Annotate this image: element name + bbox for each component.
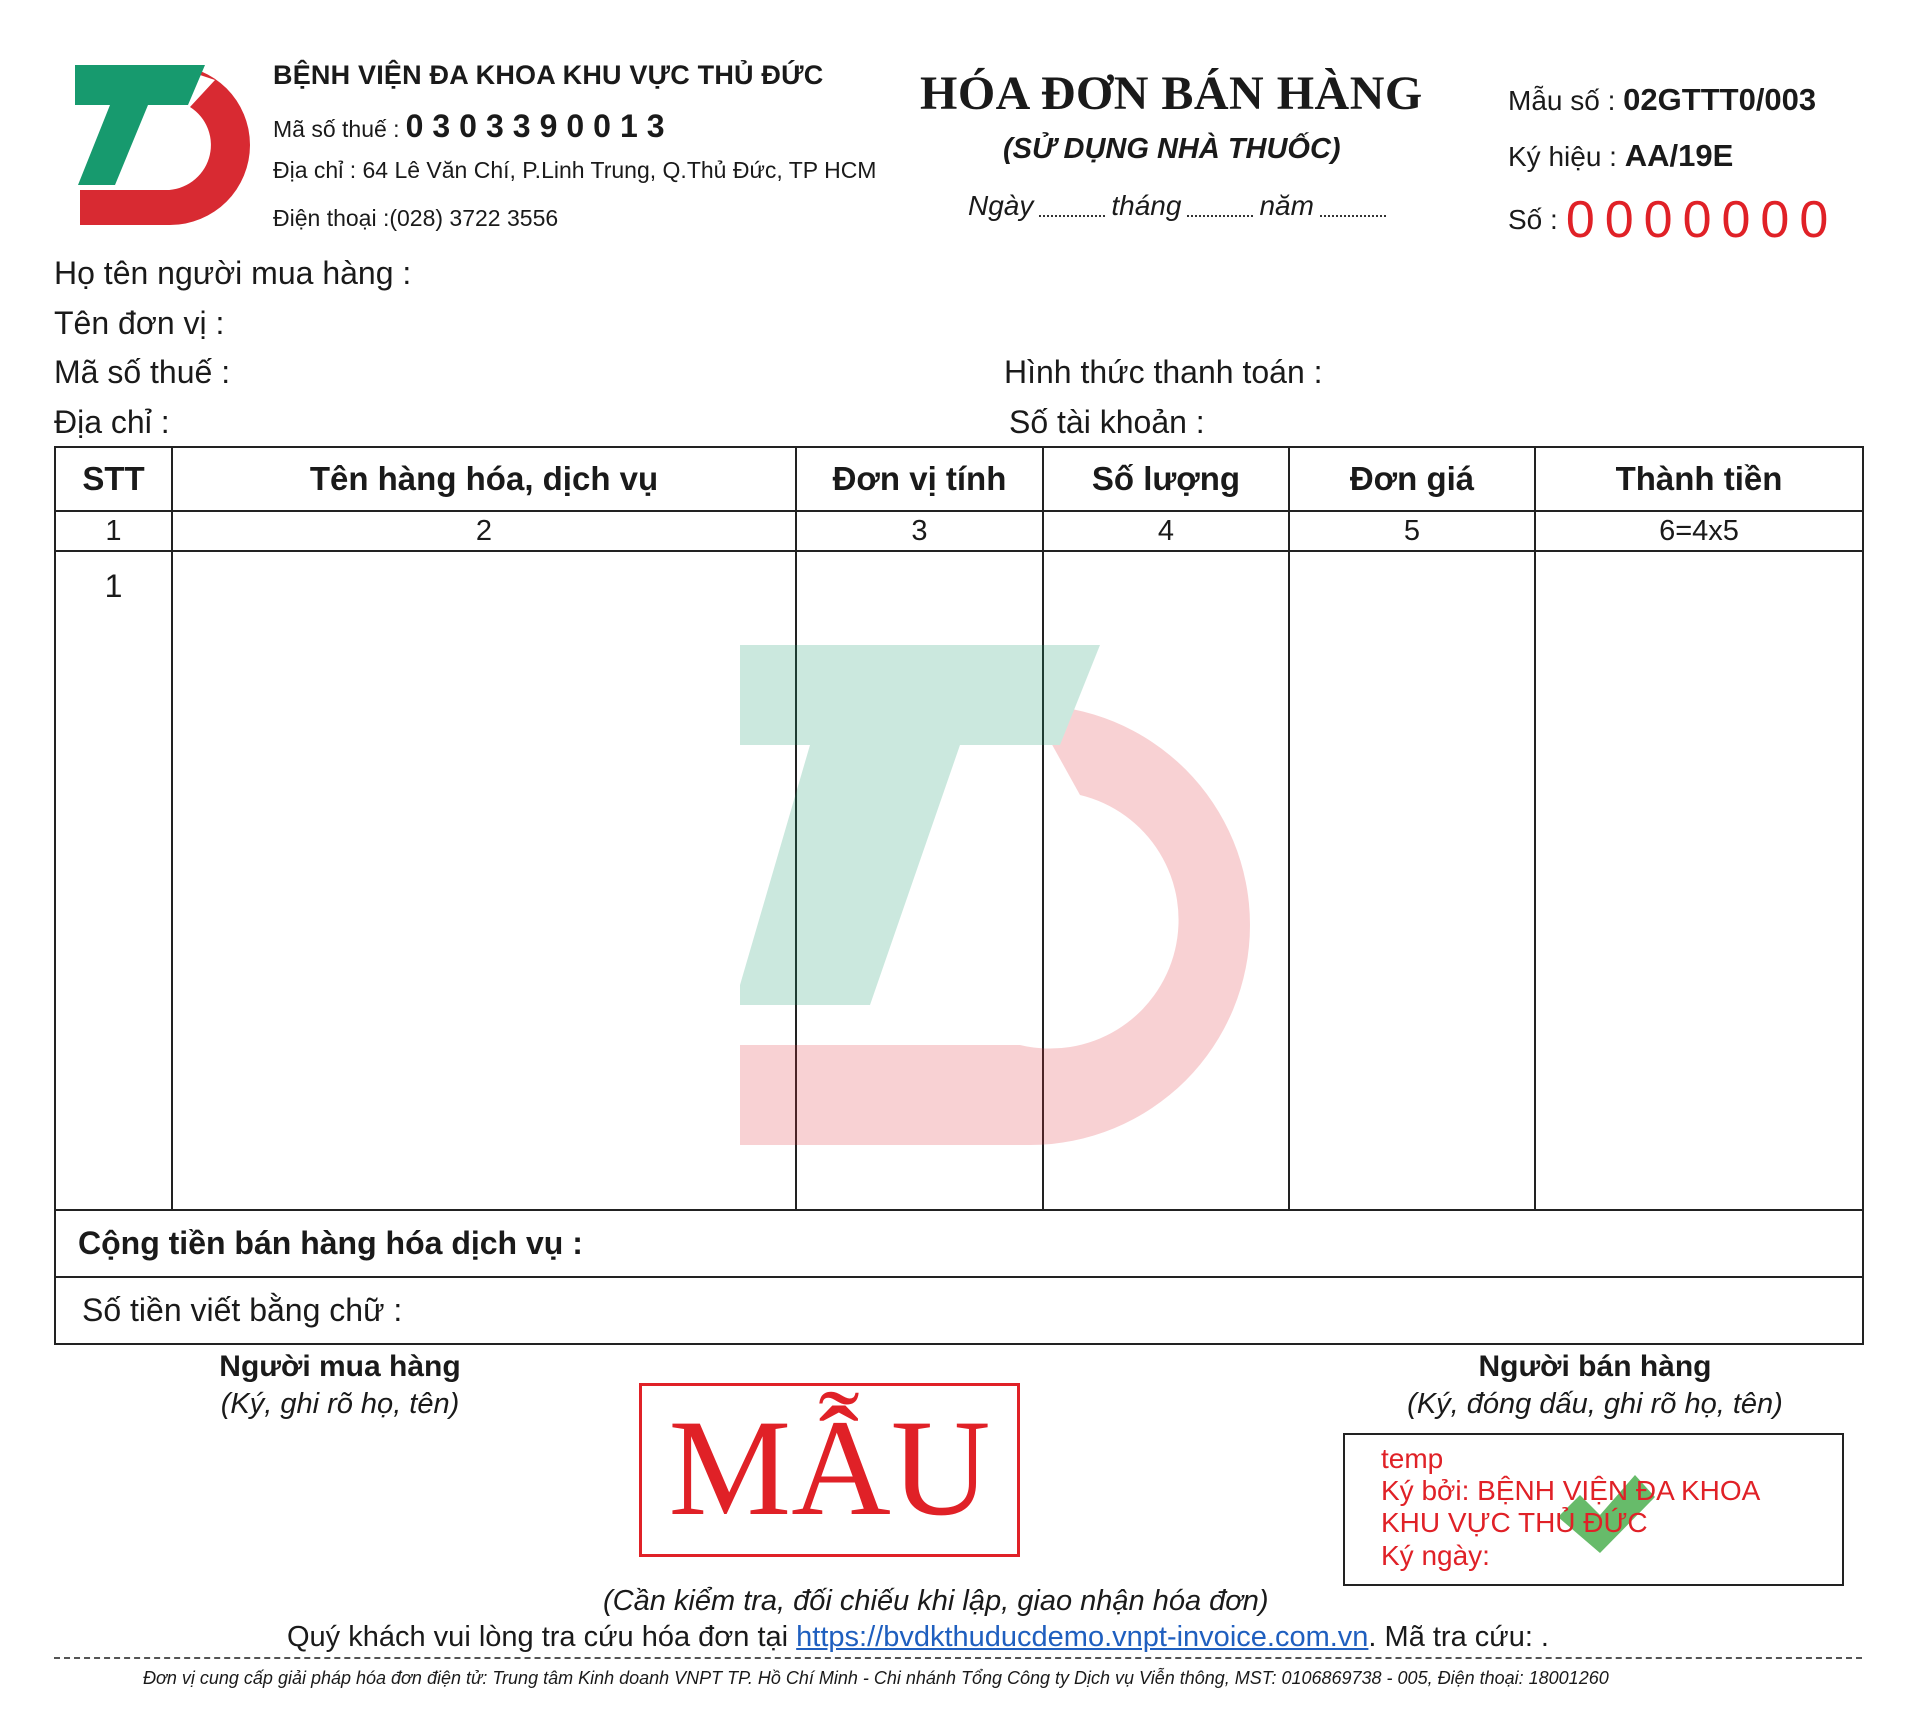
hospital-phone: Điện thoại :(028) 3722 3556 <box>273 205 559 231</box>
lookup-link[interactable]: https://bvdkthuducdemo.vnpt-invoice.com.vn <box>796 1621 1369 1653</box>
sample-stamp: MẪU <box>639 1383 1020 1557</box>
form-number: Mẫu số : 02GTTT0/003 <box>1508 82 1817 117</box>
index-cell: 3 <box>796 511 1043 551</box>
signature-line: KHU VỰC THỦ ĐỨC <box>1381 1507 1648 1538</box>
lookup-line: Quý khách vui lòng tra cứu hóa đơn tại https://bvdkthuducdemo.vnpt-invoice.com.vn. Mã tra cứu: . <box>287 1621 1549 1653</box>
invoice-subtitle: (SỬ DỤNG NHÀ THUỐC) <box>1003 133 1341 165</box>
amount-in-words-label: Số tiền viết bằng chữ : <box>55 1277 1863 1344</box>
verification-note: (Cần kiểm tra, đối chiếu khi lập, giao nhận hóa đơn) <box>603 1585 1269 1617</box>
buyer-unit-label: Tên đơn vị : <box>54 305 225 341</box>
index-cell: 1 <box>55 511 172 551</box>
seller-signature-title: Người bán hàng <box>1478 1350 1712 1383</box>
seller-signature-instruction: (Ký, đóng dấu, ghi rõ họ, tên) <box>1407 1388 1783 1420</box>
col-header-unit: Đơn vị tính <box>796 447 1043 511</box>
td-logo-icon <box>70 55 255 235</box>
col-header-stt: STT <box>55 447 172 511</box>
signature-line: temp <box>1381 1443 1444 1474</box>
footer-separator <box>54 1657 1862 1659</box>
provider-info: Đơn vị cung cấp giải pháp hóa đơn điện tử: Trung tâm Kinh doanh VNPT TP. Hồ Chí Minh - Chi nhánh Tổng Công ty Dịch vụ Viễn thông, MST: 0106869738 - 005, Điện thoại: 18001260 <box>143 1668 1609 1688</box>
invoice-date-line: Ngày tháng năm <box>968 190 1392 222</box>
signature-line: Ký bởi: BỆNH VIỆN ĐA KHOA <box>1381 1475 1761 1506</box>
table-index-row <box>55 511 1863 551</box>
table-header-row <box>55 447 1863 511</box>
col-header-amount: Thành tiền <box>1535 447 1863 511</box>
account-number-label: Số tài khoản : <box>1009 404 1205 440</box>
signature-line: Ký ngày: <box>1381 1540 1490 1571</box>
item-name-cell <box>172 551 796 1210</box>
buyer-name-label: Họ tên người mua hàng : <box>54 255 412 291</box>
index-cell: 4 <box>1043 511 1289 551</box>
hospital-tax-code: Mã số thuế : 0303390013 <box>273 108 674 144</box>
col-header-item: Tên hàng hóa, dịch vụ <box>172 447 796 511</box>
buyer-signature-instruction: (Ký, ghi rõ họ, tên) <box>220 1388 460 1420</box>
item-stt-cell: 1 <box>55 551 172 1210</box>
item-price-cell <box>1289 551 1535 1210</box>
index-cell: 5 <box>1289 511 1535 551</box>
digital-signature-box <box>1343 1433 1844 1586</box>
payment-method-label: Hình thức thanh toán : <box>1004 354 1323 390</box>
amount-in-words-row <box>55 1277 1863 1344</box>
td-watermark-icon <box>740 645 1260 1145</box>
buyer-tax-label: Mã số thuế : <box>54 354 231 390</box>
buyer-signature-title: Người mua hàng <box>219 1350 461 1383</box>
hospital-name: BỆNH VIỆN ĐA KHOA KHU VỰC THỦ ĐỨC <box>273 60 824 90</box>
col-header-quantity: Số lượng <box>1043 447 1289 511</box>
invoice-symbol: Ký hiệu : AA/19E <box>1508 138 1734 173</box>
total-row <box>55 1210 1863 1277</box>
col-header-price: Đơn giá <box>1289 447 1535 511</box>
total-label: Cộng tiền bán hàng hóa dịch vụ : <box>55 1210 1863 1277</box>
index-cell: 2 <box>172 511 796 551</box>
buyer-address-label: Địa chỉ : <box>54 404 170 440</box>
hospital-address: Địa chỉ : 64 Lê Văn Chí, P.Linh Trung, Q.Thủ Đức, TP HCM <box>273 157 877 183</box>
index-cell: 6=4x5 <box>1535 511 1863 551</box>
invoice-number: Số : 0000000 <box>1508 191 1839 249</box>
item-amount-cell <box>1535 551 1863 1210</box>
invoice-title: HÓA ĐƠN BÁN HÀNG <box>920 67 1423 120</box>
